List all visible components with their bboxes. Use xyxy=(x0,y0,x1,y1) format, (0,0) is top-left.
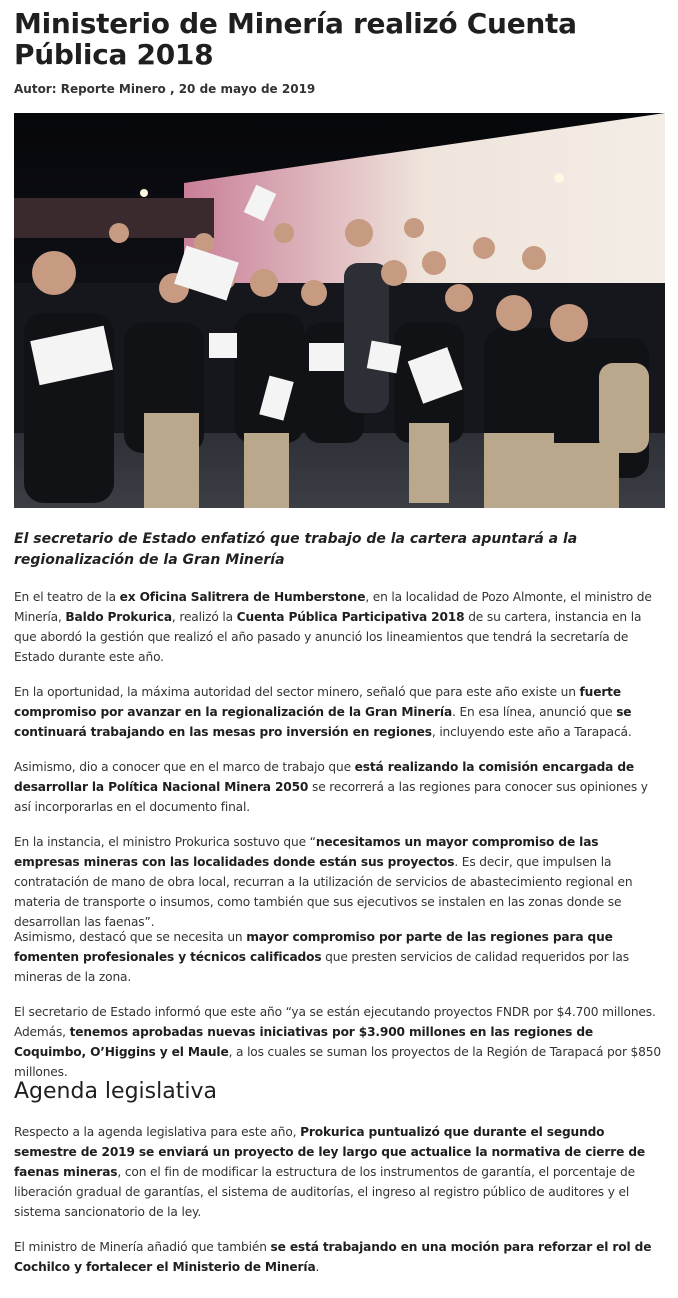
text-run: de su cartera, instancia en la que abordó la gestión que realizó el año pasado y anunció los lineamientos que tendrá la secretaría de Estado durante este año. xyxy=(14,610,642,664)
section-heading: Agenda legislativa xyxy=(14,1079,217,1104)
text-run: que presten servicios de calidad requeridos por las mineras de la zona. xyxy=(14,950,629,984)
text-run: . Es decir, que impulsen la contratación de mano de obra local, recurran a la utilización de servicios de abastecimiento regional en materia de transporte o insumos, como también que sus ejecutivos se instalen en las zonas donde se desarrollan las faenas”. xyxy=(14,855,633,929)
text-run: . xyxy=(315,1260,320,1274)
paragraph-3 xyxy=(14,757,666,817)
article-photo xyxy=(14,113,665,508)
bold-phrase: está realizando la comisión encargada de desarrollar la Política Nacional Minera 2050 xyxy=(14,760,635,794)
article-title: Ministerio de Minería realizó Cuenta Pública 2018 xyxy=(14,7,577,71)
text-run: En la instancia, el ministro Prokurica sostuvo que “ xyxy=(14,835,316,849)
text-run: El ministro de Minería añadió que también xyxy=(14,1240,271,1254)
article-byline: Autor: Reporte Minero , 20 de mayo de 2019 xyxy=(14,82,316,96)
text-run: , a los cuales se suman los proyectos de la Región de Tarapacá por $850 millones. xyxy=(14,1045,661,1079)
bold-phrase: fuerte compromiso por avanzar en la regionalización de la Gran Minería xyxy=(14,685,621,719)
paragraph-5 xyxy=(14,927,666,987)
bold-phrase: Prokurica puntualizó que durante el segundo semestre de 2019 se enviará un proyecto de ley largo que actualice la normativa de cierre de faenas mineras xyxy=(14,1125,646,1179)
bold-phrase: mayor compromiso por parte de las regiones para que fomenten profesionales y técnicos calificados xyxy=(14,930,613,964)
text-run: , en la localidad de Pozo Almonte, el ministro de Minería, xyxy=(14,590,652,624)
text-run: En el teatro de la xyxy=(14,590,120,604)
bold-phrase: Baldo Prokurica xyxy=(65,610,172,624)
section-paragraph-1 xyxy=(14,1122,666,1222)
bold-phrase: Cuenta Pública Participativa 2018 xyxy=(236,610,465,624)
text-run: Respecto a la agenda legislativa para este año, xyxy=(14,1125,301,1139)
text-run: , realizó la xyxy=(171,610,237,624)
text-run: , incluyendo este año a Tarapacá. xyxy=(431,725,632,739)
bold-phrase: se está trabajando en una moción para reforzar el rol de Cochilco y fortalecer el Ministerio de Minería xyxy=(14,1240,652,1274)
text-run: se recorrerá a las regiones para conocer sus opiniones y así incorporarlas en el documento final. xyxy=(14,780,648,814)
bold-phrase: se continuará trabajando en las mesas pro inversión en regiones xyxy=(14,705,632,739)
section-paragraph-2 xyxy=(14,1237,666,1277)
paragraph-1 xyxy=(14,587,666,667)
text-run: En la oportunidad, la máxima autoridad del sector minero, señaló que para este año existe un xyxy=(14,685,580,699)
paragraph-2 xyxy=(14,682,666,742)
bold-phrase: necesitamos un mayor compromiso de las empresas mineras con las localidades donde están sus proyectos xyxy=(14,835,599,869)
article-subtitle: El secretario de Estado enfatizó que trabajo de la cartera apuntará a la regionalización de la Gran Minería xyxy=(14,531,578,568)
bold-phrase: tenemos aprobadas nuevas iniciativas por $3.900 millones en las regiones de Coquimbo, O’Higgins y el Maule xyxy=(14,1025,594,1059)
paragraph-6 xyxy=(14,1002,666,1082)
text-run: Asimismo, dio a conocer que en el marco de trabajo que xyxy=(14,760,355,774)
text-run: El secretario de Estado informó que este año “ya se están ejecutando proyectos FNDR por $4.700 millones. Además, xyxy=(14,1005,656,1039)
text-run: , con el fin de modificar la estructura de los instrumentos de garantía, el porcentaje de liberación gradual de garantías, el sistema de auditorías, el ingreso al registro público de auditores y el sistema sancionatorio de la ley. xyxy=(14,1165,635,1219)
text-run: Asimismo, destacó que se necesita un xyxy=(14,930,247,944)
text-run: . En esa línea, anunció que xyxy=(452,705,617,719)
paragraph-4 xyxy=(14,832,666,932)
bold-phrase: ex Oficina Salitrera de Humberstone xyxy=(119,590,366,604)
